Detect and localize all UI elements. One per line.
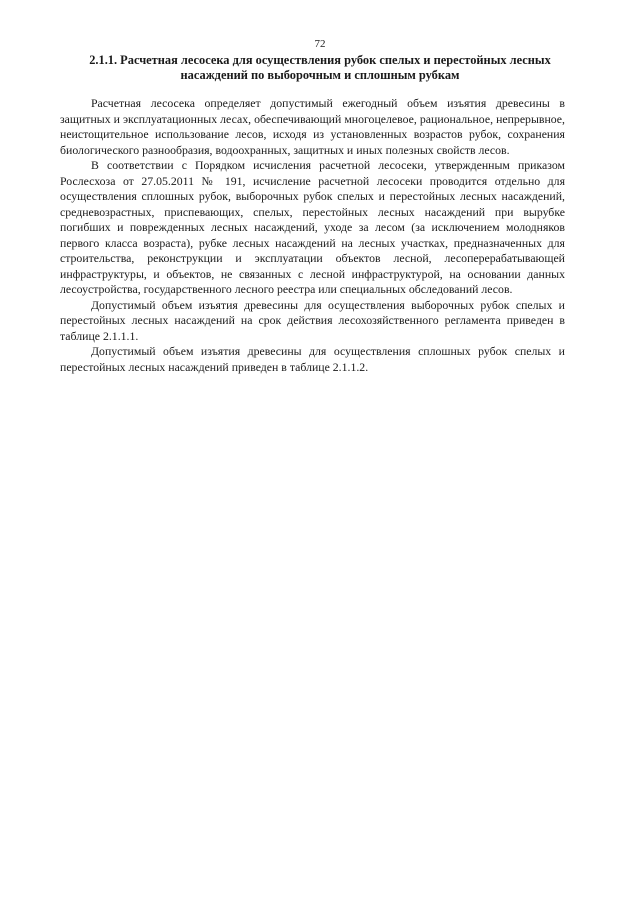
body-text xyxy=(60,96,565,375)
paragraph-4: Допустимый объем изъятия древесины для осуществления сплошных рубок спелых и перестойных лесных насаждений приведен в таблице 2.1.1.2. xyxy=(60,344,565,374)
page-number: 72 xyxy=(314,38,326,50)
paragraph-1: Расчетная лесосека определяет допустимый ежегодный объем изъятия древесины в защитных и эксплуатационных лесах, обеспечивающий многоцелевое, рациональное, непрерывное, неистощительное использование лесов, исходя из установленных возрастов рубок, сохранения биологического разнообразия, водоохранных, защитных и иных полезных свойств лесов. xyxy=(60,96,565,157)
section-heading-line-1: 2.1.1. Расчетная лесосека для осуществления рубок спелых и перестойных лесных xyxy=(89,53,551,67)
paragraph-3: Допустимый объем изъятия древесины для осуществления выборочных рубок спелых и перестойных лесных насаждений на срок действия лесохозяйственного регламента приведен в таблице 2.1.1.1. xyxy=(60,297,565,343)
section-heading-line-2: насаждений по выборочным и сплошным рубкам xyxy=(180,68,460,82)
paragraph-2: В соответствии с Порядком исчисления расчетной лесосеки, утвержденным приказом Рослесхоза от 27.05.2011 № 191, исчисление расчетной лесосеки проводится отдельно для осуществления сплошных рубок, выборочных рубок спелых и перестойных лесных насаждений, средневозрастных, приспевающих, спелых, перестойных лесных насаждений при вырубке погибших и поврежденных лесных насаждений, уходе за лесом (за исключением молодняков первого класса возраста), рубке лесных насаждений на лесных участках, предназначенных для строительства, реконструкции и эксплуатации объектов лесной, лесоперерабатывающей инфраструктуры, и объектов, не связанных с лесной инфраструктурой, на основании данных лесоустройства, государственного лесного реестра или специальных обследований лесов. xyxy=(60,158,565,296)
section-heading xyxy=(60,53,580,83)
